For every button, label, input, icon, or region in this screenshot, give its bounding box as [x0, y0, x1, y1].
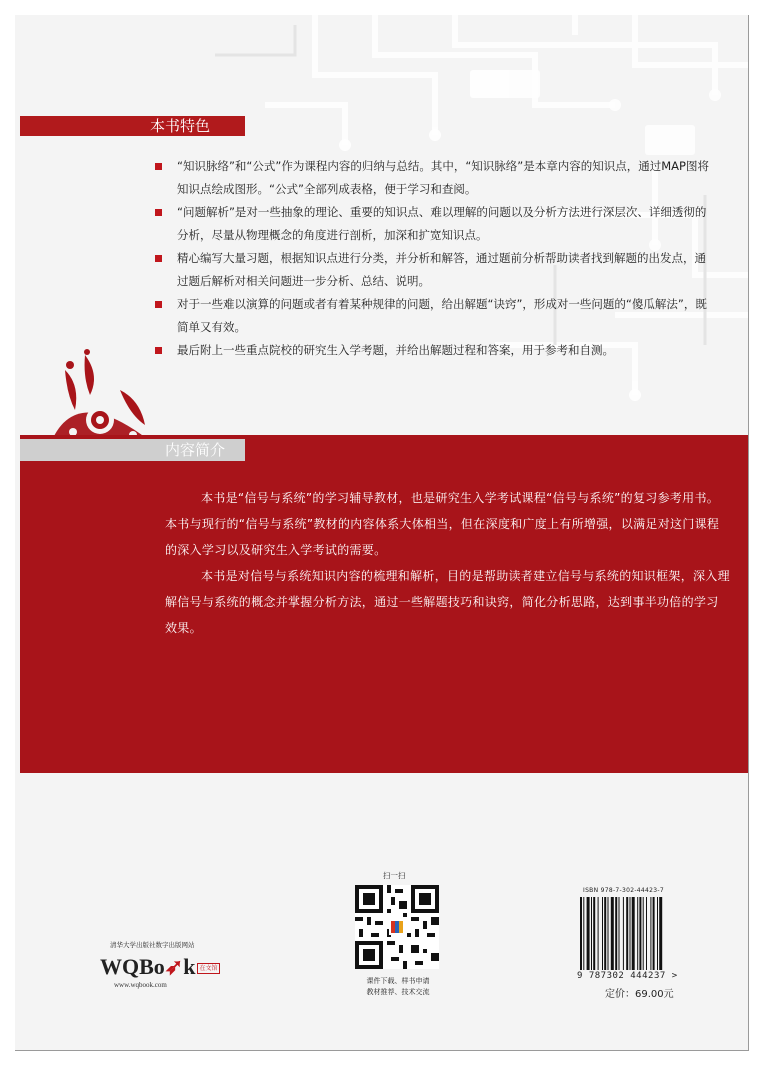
- logo-arrow-icon: ➶: [164, 954, 184, 979]
- logo-badge: 在文馆: [199, 965, 218, 973]
- barcode-icon: [580, 897, 690, 970]
- square-bullet-icon: [155, 163, 162, 170]
- feature-text: 对于一些难以演算的问题或者有着某种规律的问题，给出解题“诀窍”，形成对一些问题的“傻瓜解法”，既简单又有效。: [177, 297, 707, 334]
- feature-item: [155, 293, 715, 339]
- features-heading-bar: [20, 116, 245, 136]
- features-heading: 本书特色: [150, 117, 211, 135]
- intro-paragraph: 本书是“信号与系统”的学习辅导教材，也是研究生入学考试课程“信号与系统”的复习参考用书。本书与现行的“信号与系统”教材的内容体系大体相当，但在深度和广度上有所增强，以满足对这门课程的深入学习以及研究生入学考试的需要。: [165, 491, 720, 557]
- price-label: 定价：69.00元: [605, 989, 674, 1000]
- intro-paragraph: 本书是对信号与系统知识内容的梳理和解析，目的是帮助读者建立信号与系统的知识框架，深入理解信号与系统的概念并掌握分析方法，通过一些解题技巧和诀窍，简化分析思路，达到事半功倍的学习效果。: [165, 569, 730, 635]
- book-back-cover: [15, 15, 749, 1051]
- logo-text-b: k: [183, 954, 196, 979]
- feature-item: [155, 155, 715, 201]
- qr-code-icon[interactable]: [355, 885, 439, 969]
- barcode-digits: 9 787302 444237 >: [577, 971, 678, 981]
- feature-item: [155, 247, 715, 293]
- logo-text-a: WQBo: [100, 954, 165, 979]
- square-bullet-icon: [155, 301, 162, 308]
- feature-text: “知识脉络”和“公式”作为课程内容的归纳与总结。其中，“知识脉络”是本章内容的知识点，通过MAP图将知识点绘成图形。“公式”全部列成表格，便于学习和查阅。: [177, 159, 709, 196]
- intro-heading: 内容简介: [165, 441, 226, 459]
- qr-caption-line2: 教材推荐、技术交流: [366, 988, 430, 996]
- publisher-block: [100, 940, 260, 989]
- intro-text: [165, 485, 730, 641]
- qr-caption: [348, 976, 448, 998]
- feature-text: 精心编写大量习题，根据知识点进行分类，并分析和解答，通过题前分析帮助读者找到解题的出发点，通过题后解析对相关问题进一步分析、总结、说明。: [177, 251, 706, 288]
- qr-label: 扫一扫: [383, 871, 406, 880]
- publisher-url: www.wqbook.com: [114, 981, 167, 989]
- square-bullet-icon: [155, 255, 162, 262]
- intro-heading-bar: [20, 439, 245, 461]
- square-bullet-icon: [155, 209, 162, 216]
- feature-text: 最后附上一些重点院校的研究生入学考题，并给出解题过程和答案，用于参考和自测。: [177, 343, 614, 357]
- feature-item: [155, 201, 715, 247]
- ornament-icon: [45, 340, 175, 450]
- isbn-label: ISBN 978-7-302-44423-7: [583, 887, 664, 894]
- qr-caption-line1: 课件下载、样书申请: [366, 977, 430, 985]
- features-list: [155, 155, 715, 362]
- feature-text: “问题解析”是对一些抽象的理论、重要的知识点、难以理解的问题以及分析方法进行深层次、详细透彻的分析，尽量从物理概念的角度进行剖析，加深和扩宽知识点。: [177, 205, 707, 242]
- publisher-logo: [100, 955, 260, 979]
- feature-item: [155, 339, 715, 362]
- publisher-name: 清华大学出版社数字出版网站: [110, 941, 195, 949]
